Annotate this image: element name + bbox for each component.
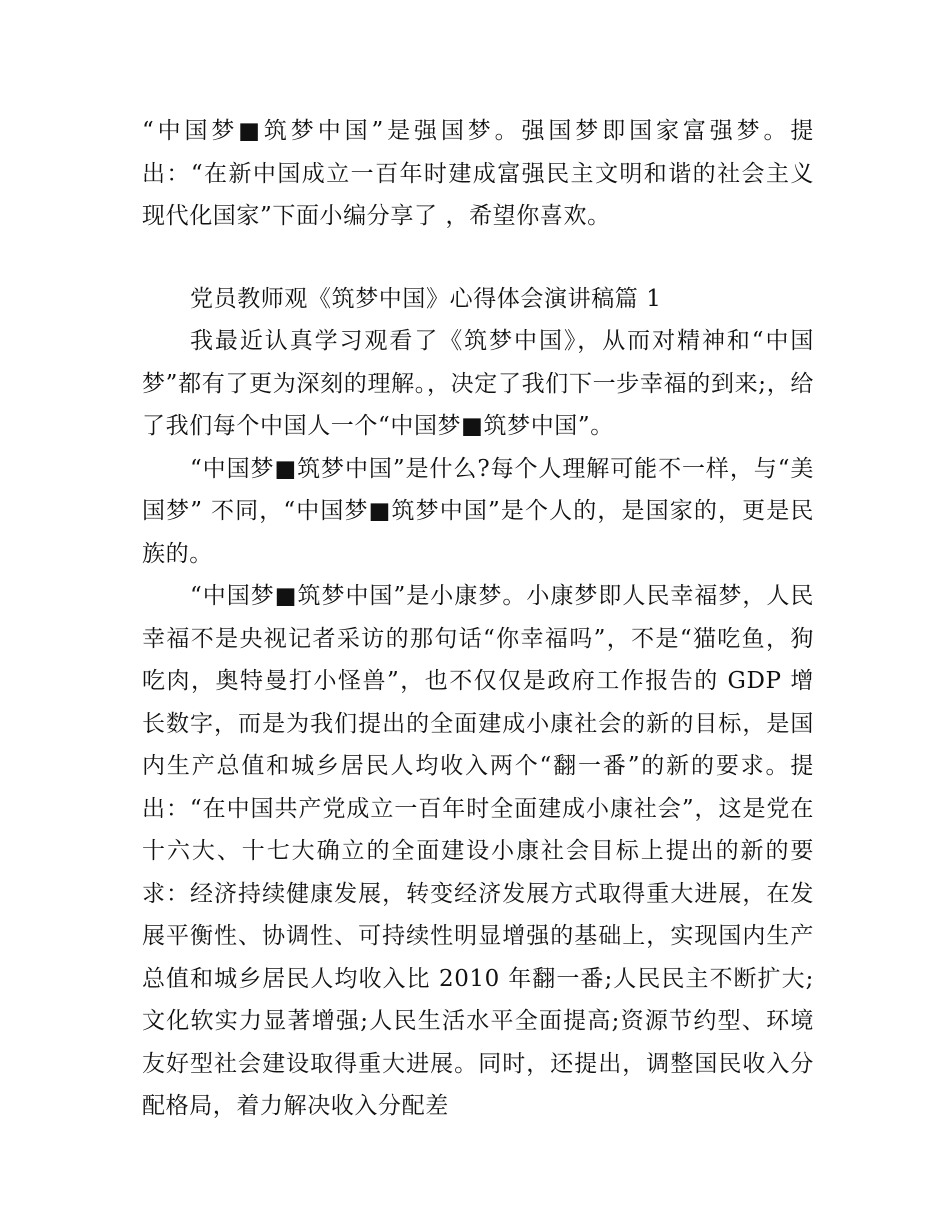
body-paragraph-3: “中国梦■筑梦中国”是小康梦。小康梦即人民幸福梦，人民幸福不是央视记者采访的那句话“你幸福吗”，不是“猫吃鱼，狗吃肉，奥特曼打小怪兽”，也不仅仅是政府工作报告的 GDP 增长数字，而是为我们提出的全面建成小康社会的新的目标，是国内生产总值和城乡居民人均收入两个“翻一番”的新的要求。提出：“在中国共产党成立一百年时全面建成小康社会”，这是党在十六大、十七大确立的全面建设小康社会目标上提出的新的要求：经济持续健康发展，转变经济发展方式取得重大进展，在发展平衡性、协调性、可持续性明显增强的基础上，实现国内生产总值和城乡居民人均收入比 2010 年翻一番;人民民主不断扩大;文化软实力显著增强;人民生活水平全面提高;资源节约型、环境友好型社会建设取得重大进展。同时，还提出，调整国民收入分配格局，着力解决收入分配差 [142, 583, 814, 1119]
section-heading: 党员教师观《筑梦中国》心得体会演讲稿篇 1 [190, 285, 662, 312]
intro-paragraph: “中国梦■筑梦中国”是强国梦。强国梦即国家富强梦。提出：“在新中国成立一百年时建成富强民主文明和谐的社会主义现代化国家”下面小编分享了 ，希望你喜欢。 [142, 118, 814, 229]
body-paragraph-1: 我最近认真学习观看了《筑梦中国》，从而对精神和“中国梦”都有了更为深刻的理解。，决定了我们下一步幸福的到来;，给了我们每个中国人一个“中国梦■筑梦中国”。 [142, 328, 814, 439]
paragraph-gap [142, 238, 814, 278]
body-paragraph-2: “中国梦■筑梦中国”是什么?每个人理解可能不一样，与“美国梦” 不同，“中国梦■筑梦中国”是个人的，是国家的，更是民族的。 [142, 455, 814, 567]
document-page [142, 110, 814, 1128]
